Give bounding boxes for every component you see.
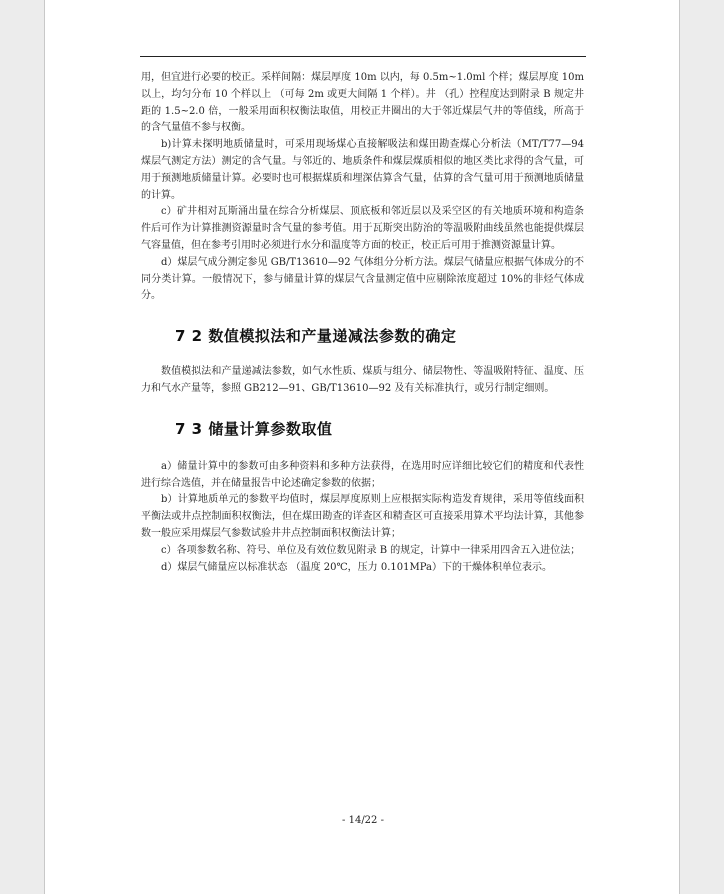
section-heading-7-3: 7 3 储量计算参数取值 [175,419,333,438]
paragraph-continuation: 用，但宜进行必要的校正。采样间隔：煤层厚度 10m 以内，每 0.5m~1.0ml 个样；煤层厚度 10m 以上，均匀分布 10 个样以上 （可每 2m 或更大间隔 1 个样）。井 （孔）控程度达到附录 B 规定井距的 1.5~2.0 倍，一般采用面积权衡法取值，用校正井圈出的大于邻近煤层气井的等值线，所高于的含气量值不参与权衡。 [141,72,584,134]
section-7-3-item-a: a）储量计算中的参数可由多种资料和多种方法获得，在选用时应详细比较它们的精度和代表性进行综合选值，并在储量报告中论述确定参数的依据； [141,460,584,489]
section-heading-7-2: 7 2 数值模拟法和产量递减法参数的确定 [175,327,457,346]
page-content [141,70,584,576]
section-7-3-item-d: d）煤层气储量应以标准状态 （温度 20℃，压力 0.101MPa）下的干燥体积单位表示。 [161,561,552,573]
paragraph-item-b: b)计算未探明地质储量时，可采用现场煤心直接解吸法和煤田勘查煤心分析法（MT/T77—94 煤层气测定方法）测定的含气量。与邻近的、地质条件和煤层煤质相似的地区类比求得的含气量，可用于预测地质储量计算。必要时也可根据煤质和埋深估算含气量，估算的含气量可用于预测地质储量的计算。 [141,139,584,201]
section-7-3-item-c: c）各项参数名称、符号、单位及有效位数见附录 B 的规定，计算中一律采用四舍五入进位法； [161,544,581,556]
header-rule [140,56,586,57]
paragraph-item-d: d）煤层气成分测定参见 GB/T13610—92 气体组分分析方法。煤层气储量应根据气体成分的不同分类计算。一般情况下，参与储量计算的煤层气含量测定值中应剔除浓度超过 10%的非烃气体成分。 [141,256,584,302]
document-page [44,0,680,894]
page-number: - 14/22 - [342,815,384,826]
section-7-2-paragraph: 数值模拟法和产量递减法参数，如气水性质、煤质与组分、储层物性、等温吸附特征、温度、压力和气水产量等，参照 GB212—91、GB/T13610—92 及有关标准执行，或另行制定细则。 [141,366,584,394]
paragraph-item-c: c）矿井相对瓦斯涌出量在综合分析煤层、顶底板和邻近层以及采空区的有关地质环境和构造条件后可作为计算推测资源量时含气量的参考值。用于瓦斯突出防治的等温吸附曲线虽然也能提供煤层气容量值，但在参考引用时必须进行水分和温度等方面的校正，校正后可用于推测资源量计算。 [141,206,584,251]
section-7-3-item-b: b）计算地质单元的参数平均值时，煤层厚度原则上应根据实际构造发育规律，采用等值线面积平衡法或井点控制面积权衡法，但在煤田勘查的详查区和精查区可直接采用算术平均法计算，其他参数一般应采用煤层气参数试验井井点控制面积权衡法计算； [141,494,584,539]
